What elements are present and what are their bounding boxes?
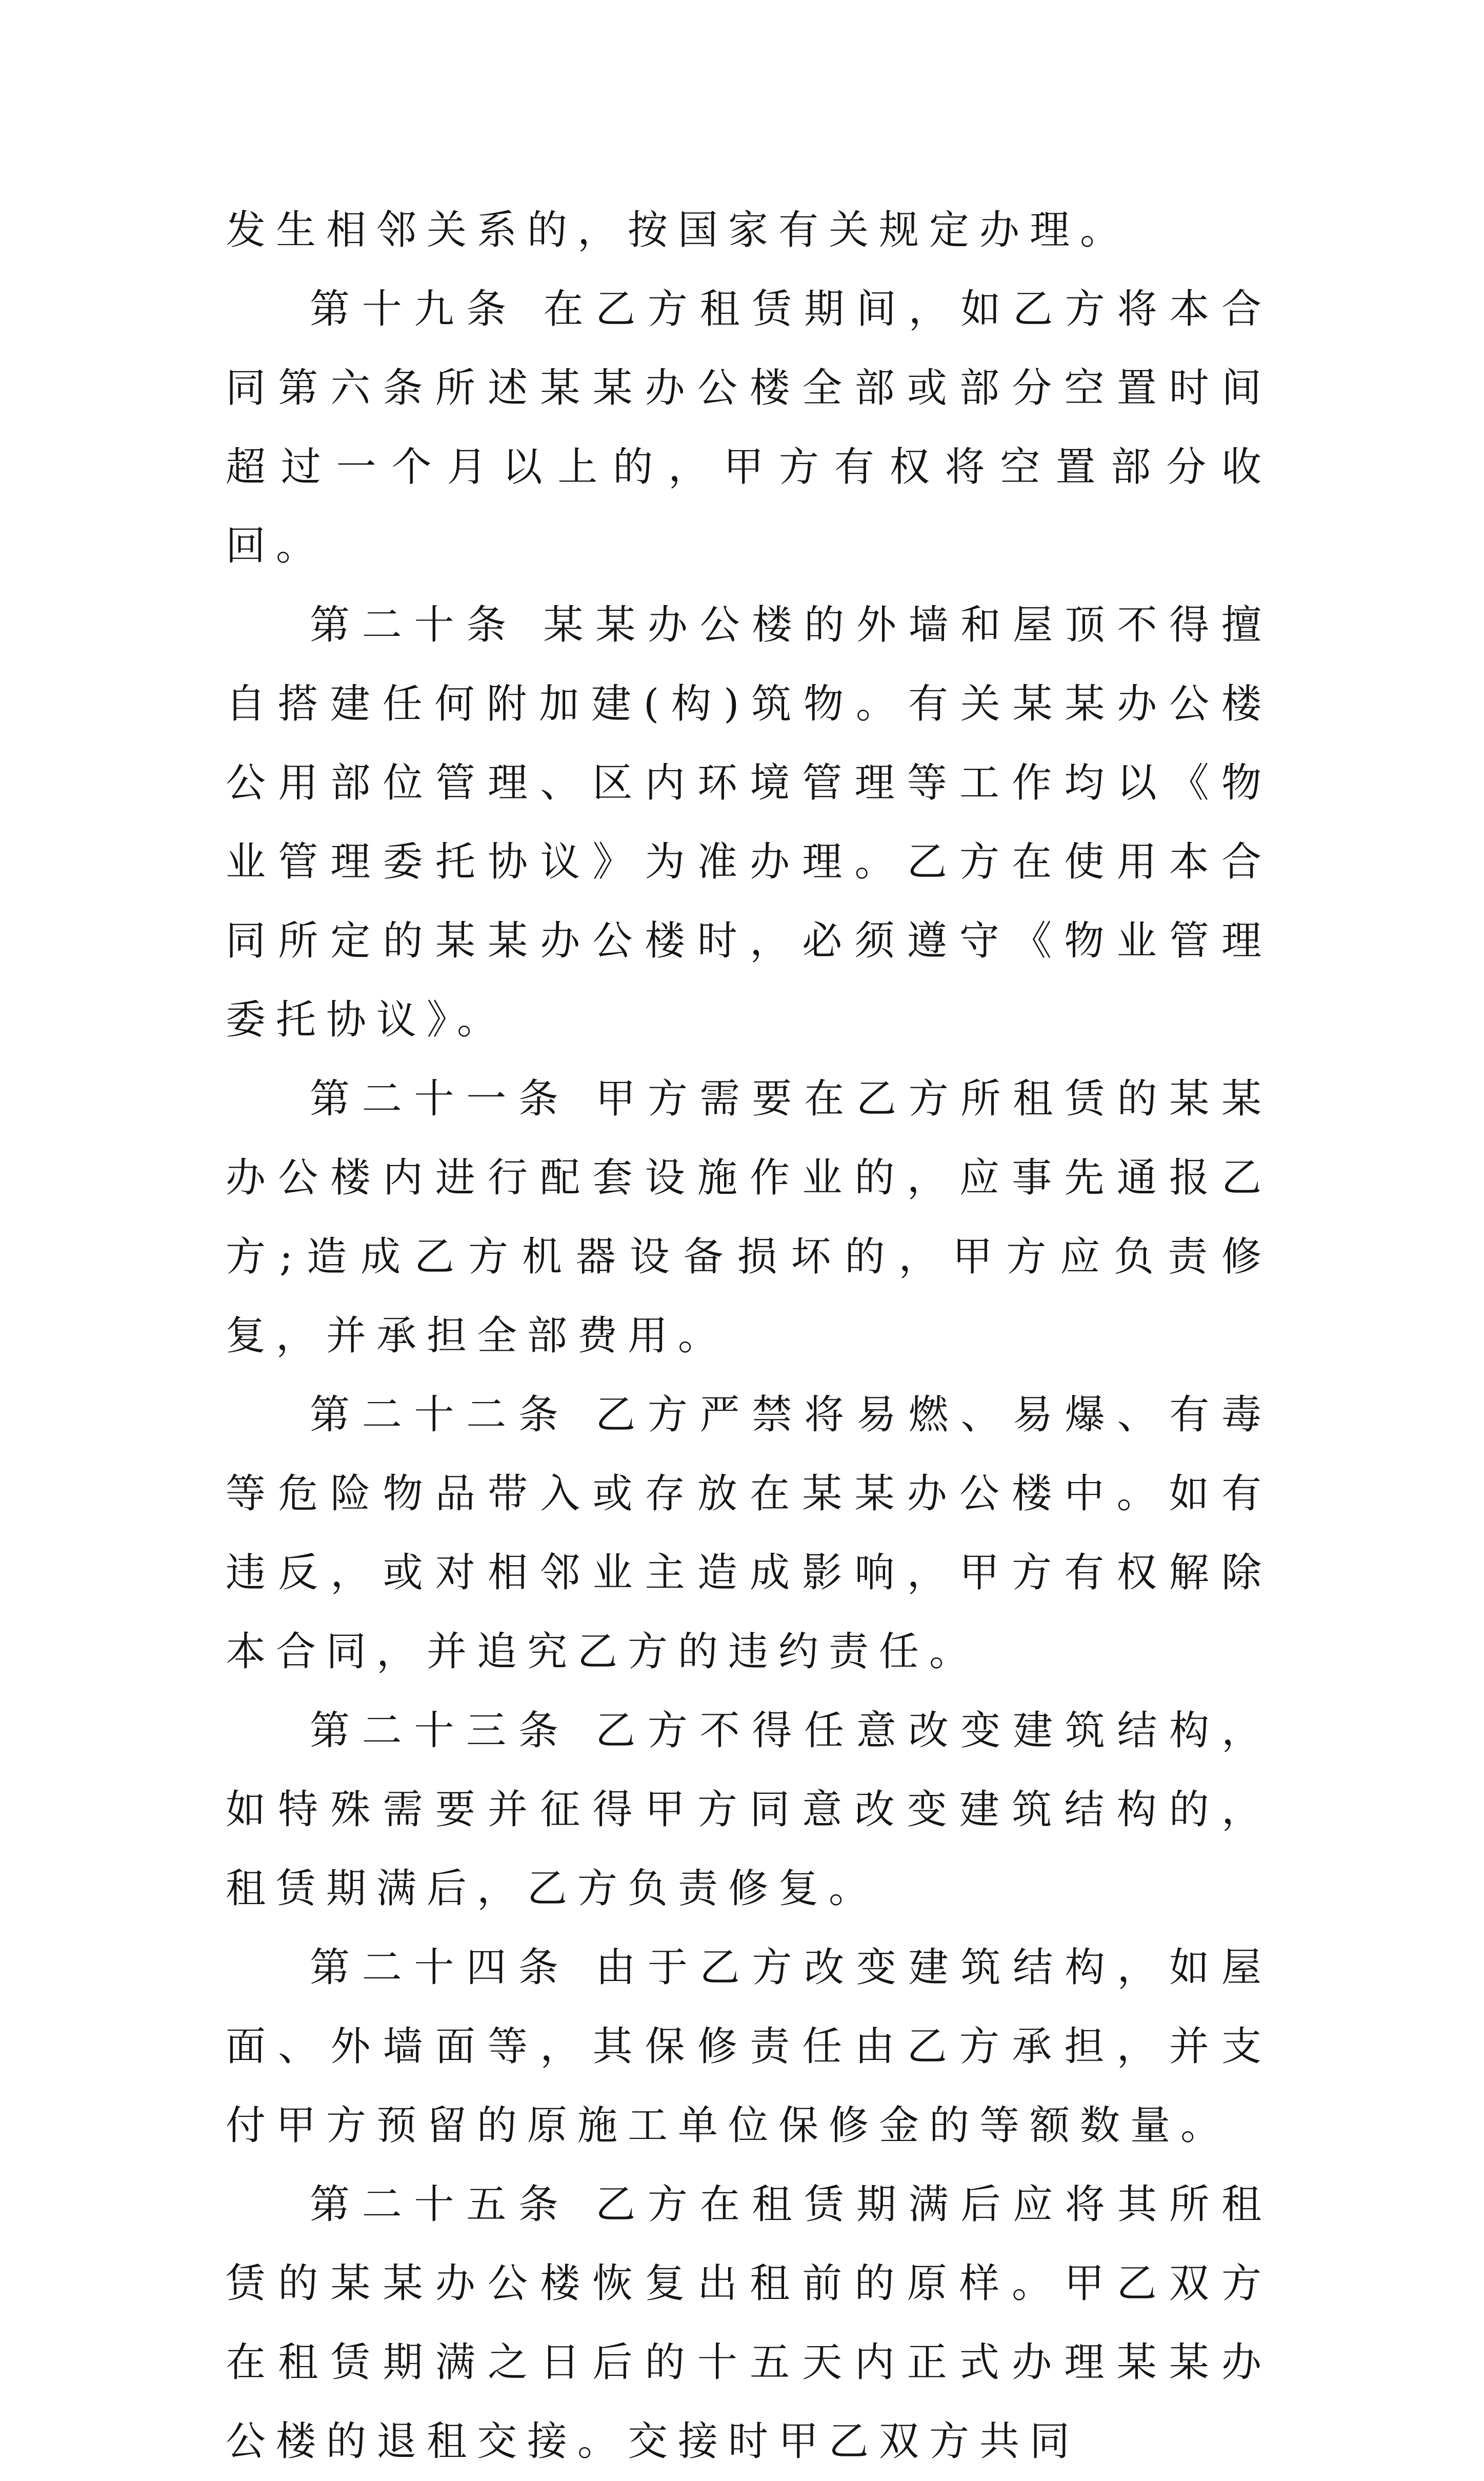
- paragraph-article-19: 第十九条 在乙方租赁期间，如乙方将本合同第六条所述某某办公楼全部或部分空置时间超过一个月以上的，甲方有权将空置部分收回。: [226, 286, 1272, 569]
- paragraph-article-22: 第二十二条 乙方严禁将易燃、易爆、有毒等危险物品带入或存放在某某办公楼中。如有违反，或对相邻业主造成影响，甲方有权解除本合同，并追究乙方的违约责任。: [226, 1392, 1272, 1675]
- paragraph-continuation: 发生相邻关系的，按国家有关规定办理。: [226, 207, 1131, 253]
- paragraph-article-24: 第二十四条 由于乙方改变建筑结构，如屋面、外墙面等，其保修责任由乙方承担，并支付甲方预留的原施工单位保修金的等额数量。: [226, 1945, 1272, 2149]
- paragraph-article-20: 第二十条 某某办公楼的外墙和屋顶不得擅自搭建任何附加建(构)筑物。有关某某办公楼公用部位管理、区内环境管理等工作均以《物业管理委托协议》为准办理。乙方在使用本合同所定的某某办公楼时，必须遵守《物业管理委托协议》。: [226, 602, 1272, 1043]
- paragraph-article-23: 第二十三条 乙方不得任意改变建筑结构，如特殊需要并征得甲方同意改变建筑结构的，租赁期满后，乙方负责修复。: [226, 1708, 1272, 1912]
- paragraph-article-25: 第二十五条 乙方在租赁期满后应将其所租赁的某某办公楼恢复出租前的原样。甲乙双方在租赁期满之日后的十五天内正式办理某某办公楼的退租交接。交接时甲乙双方共同: [226, 2182, 1272, 2465]
- paragraph-article-21: 第二十一条 甲方需要在乙方所租赁的某某办公楼内进行配套设施作业的，应事先通报乙方;造成乙方机器设备损坏的，甲方应负责修复，并承担全部费用。: [226, 1076, 1272, 1359]
- document-body: [226, 191, 1272, 2481]
